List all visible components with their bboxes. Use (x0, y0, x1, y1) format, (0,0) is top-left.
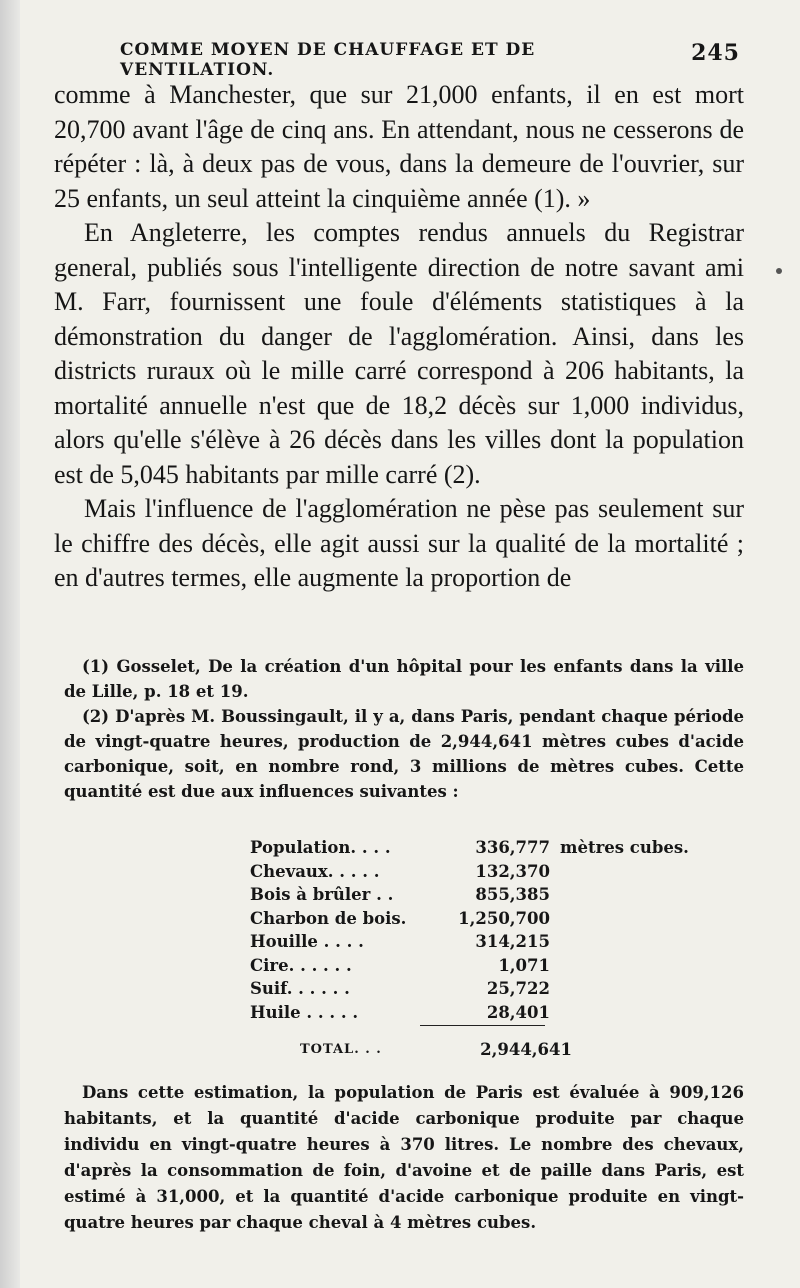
row-value: 28,401 (486, 1002, 550, 1022)
table-row (250, 883, 710, 907)
row-value: 314,215 (475, 932, 550, 952)
row-label: Huile . . . . . (250, 1002, 359, 1022)
table-row (250, 954, 710, 978)
row-label: Houille . . . . (250, 932, 364, 952)
table-row (250, 836, 710, 860)
footnotes (64, 654, 744, 804)
total-label: TOTAL. . . (300, 1042, 382, 1057)
total-row (300, 1040, 580, 1059)
row-value: 336,777 (475, 838, 550, 858)
table-row (250, 930, 710, 954)
total-value: 2,944,641 (480, 1040, 572, 1059)
row-value: 25,722 (486, 979, 550, 999)
table-row (250, 977, 710, 1001)
row-label: Chevaux. . . . . (250, 861, 380, 881)
co2-sources-table (250, 836, 710, 1024)
paragraph-1: comme à Manchester, que sur 21,000 enfants, il en est mort 20,700 avant l'âge de cinq ans. En attendant, nous ne cesserons de répéter : là, à deux pas de vous, dans la demeure de l'ouvrier, sur 25 enfants, un seul atteint la cinquième année (1). » (54, 80, 744, 213)
sum-rule (420, 1025, 545, 1026)
table-row (250, 907, 710, 931)
paragraph-2: En Angleterre, les comptes rendus annuels du Registrar general, publiés sous l'intelligente direction de notre savant ami M. Farr, fournissent une foule d'éléments statistiques à la démonstration du danger de l'agglomération. Ainsi, dans les districts ruraux où le mille carré correspond à 206 habitants, la mortalité annuelle n'est que de 18,2 décès sur 1,000 individus, alors qu'elle s'élève à 26 décès dans les villes dont la population est de 5,045 habitants par mille carré (2). (54, 218, 744, 489)
row-value: 1,250,700 (458, 908, 550, 928)
note-paragraph: Dans cette estimation, la population de Paris est évaluée à 909,126 habitants, et la quantité d'acide carbonique produite par chaque individu en vingt-quatre heures à 370 litres. Le nombre des chevaux, d'après la consommation de foin, d'avoine et de paille dans Paris, est estimé à 31,000, et la quantité d'acide carbonique produite en vingt-quatre heures par chaque cheval à 4 mètres cubes. (64, 1083, 744, 1232)
row-label: Bois à brûler . . (250, 885, 394, 905)
row-label: Population. . . . (250, 838, 391, 858)
footnote-1: (1) Gosselet, De la création d'un hôpital pour les enfants dans la ville de Lille, p. 18 et 19. (64, 657, 744, 701)
table-row (250, 860, 710, 884)
page-number: 245 (691, 40, 740, 66)
paper-speck (776, 268, 782, 274)
row-label: Suif. . . . . . (250, 979, 350, 999)
main-text (54, 78, 744, 596)
paragraph-3: Mais l'influence de l'agglomération ne pèse pas seulement sur le chiffre des décès, elle agit aussi sur la qualité de la mortalité ; en d'autres termes, elle augmente la proportion de (54, 494, 744, 592)
row-label: Cire. . . . . . (250, 955, 352, 975)
row-unit: mètres cubes. (560, 838, 689, 858)
row-value: 132,370 (475, 861, 550, 881)
estimation-note (64, 1080, 744, 1236)
row-value: 855,385 (475, 885, 550, 905)
footnote-2: (2) D'après M. Boussingault, il y a, dans Paris, pendant chaque période de vingt-quatre heures, production de 2,944,641 mètres cubes d'acide carbonique, soit, en nombre rond, 3 millions de mètres cubes. Cette quantité est due aux influences suivantes : (64, 707, 744, 801)
table-row (250, 1001, 710, 1025)
running-title: COMME MOYEN DE CHAUFFAGE ET DE VENTILATION. (120, 40, 536, 80)
page-gutter (0, 0, 20, 1288)
row-label: Charbon de bois. (250, 908, 407, 928)
running-header (120, 40, 740, 80)
row-value: 1,071 (498, 955, 550, 975)
